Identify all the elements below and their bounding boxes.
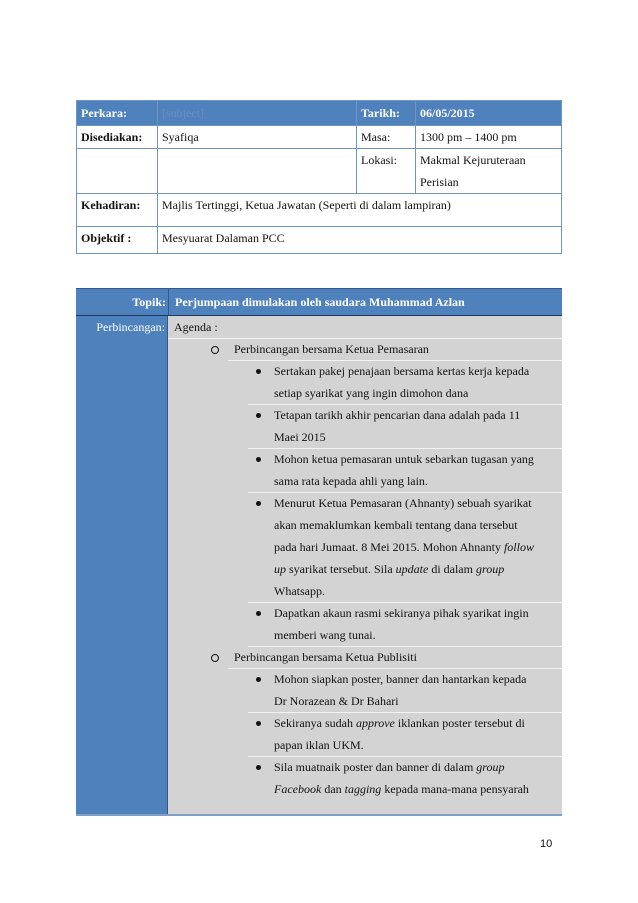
subheading-pemasaran: Perbincangan bersama Ketua Pemasaran <box>234 342 429 356</box>
list-item: Mohon siapkan poster, banner dan hantarkan kepada <box>274 672 527 686</box>
list-item: Tetapan tarikh akhir pencarian dana adalah pada 11 <box>274 408 521 422</box>
perbincangan-column <box>76 316 168 816</box>
masa-label: Masa: <box>357 126 416 149</box>
perkara-value: [subject] <box>158 101 357 126</box>
subheading-publisiti: Perbincangan bersama Ketua Publisiti <box>234 650 417 664</box>
discussion-content <box>168 316 562 816</box>
topic-text: Perjumpaan dimulakan oleh saudara Muhammad Azlan <box>175 295 465 309</box>
list-item: Dapatkan akaun rasmi sekiranya pihak syarikat ingin <box>274 606 529 620</box>
perkara-label: Perkara: <box>77 101 158 126</box>
topic-label: Topik: <box>132 295 166 309</box>
list-item-cont: papan iklan UKM. <box>274 738 364 752</box>
list-item-cont: pada hari Jumaat. 8 Mei 2015. Mohon Ahnanty follow <box>274 540 534 554</box>
bullet-icon <box>256 457 261 462</box>
list-item: Sekiranya sudah approve iklankan poster tersebut di <box>274 716 525 730</box>
list-item-cont: setiap syarikat yang ingin dimohon dana <box>274 386 469 400</box>
list-item-cont: up syarikat tersebut. Sila update di dalam group <box>274 562 505 576</box>
bullet-icon <box>256 721 261 726</box>
agenda-heading: Agenda : <box>174 320 218 334</box>
meeting-info-table <box>76 100 562 254</box>
list-item: Mohon ketua pemasaran untuk sebarkan tugasan yang <box>274 452 534 466</box>
objektif-value: Mesyuarat Dalaman PCC <box>158 227 562 254</box>
list-item-cont: akan memaklumkan kembali tentang dana tersebut <box>274 518 518 532</box>
lokasi-label: Lokasi: <box>357 149 416 194</box>
circle-bullet-icon <box>211 654 219 662</box>
list-item-cont: memberi wang tunai. <box>274 628 376 642</box>
bullet-icon <box>256 611 261 616</box>
masa-value: 1300 pm – 1400 pm <box>416 126 562 149</box>
disediakan-label: Disediakan: <box>77 126 158 149</box>
list-item-cont: Whatsapp. <box>274 584 325 598</box>
lokasi-value: Makmal Kejuruteraan Perisian <box>416 149 562 194</box>
bullet-icon <box>256 765 261 770</box>
bullet-icon <box>256 413 261 418</box>
list-item: Sertakan pakej penajaan bersama kertas kerja kepada <box>274 364 530 378</box>
topic-header-bar <box>76 288 562 317</box>
list-item: Sila muatnaik poster dan banner di dalam group <box>274 760 505 774</box>
objektif-label: Objektif : <box>77 227 158 254</box>
kehadiran-value: Majlis Tertinggi, Ketua Jawatan (Seperti di dalam lampiran) <box>158 194 562 227</box>
disediakan-value: Syafiqa <box>158 126 357 149</box>
list-item-cont: Dr Norazean & Dr Bahari <box>274 694 399 708</box>
tarikh-value: 06/05/2015 <box>416 101 562 126</box>
tarikh-label: Tarikh: <box>357 101 416 126</box>
circle-bullet-icon <box>211 346 219 354</box>
page-number: 10 <box>540 838 553 850</box>
bullet-icon <box>256 369 261 374</box>
list-item-cont: Maei 2015 <box>274 430 326 444</box>
bullet-icon <box>256 501 261 506</box>
perbincangan-label: Perbincangan: <box>96 320 165 334</box>
bullet-icon <box>256 677 261 682</box>
list-item: Menurut Ketua Pemasaran (Ahnanty) sebuah syarikat <box>274 496 532 510</box>
list-item-cont: Facebook dan tagging kepada mana-mana pensyarah <box>274 782 529 796</box>
discussion-table <box>76 288 562 816</box>
kehadiran-label: Kehadiran: <box>77 194 158 227</box>
list-item-cont: sama rata kepada ahli yang lain. <box>274 474 428 488</box>
